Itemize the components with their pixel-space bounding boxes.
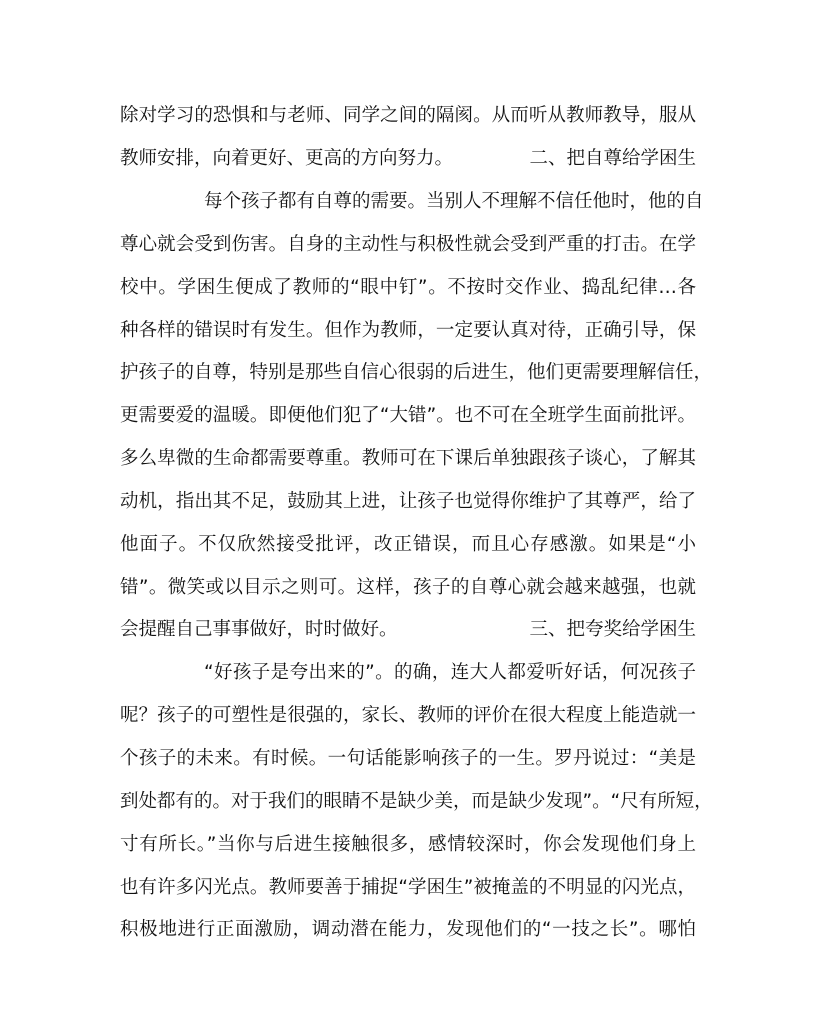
paragraph-line: 护孩子的自尊，特别是那些自信心很弱的后进生，他们更需要理解信任， — [120, 362, 713, 383]
paragraph-line: 个孩子的未来。有时候。一句话能影响孩子的一生。罗丹说过：“美是 — [120, 748, 696, 769]
paragraph-line: 校中。学困生便成了教师的“眼中钉”。不按时交作业、捣乱纪律…各 — [120, 277, 696, 298]
paragraph-line-text: 教师安排，向着更好、更高的方向努力。 — [120, 148, 454, 169]
paragraph-line: 每个孩子都有自尊的需要。当别人不理解不信任他时，他的自 — [204, 191, 704, 212]
section-heading: 二、把自尊给学困生 — [529, 148, 696, 169]
paragraph-line: 呢？孩子的可塑性是很强的，家长、教师的评价在很大程度上能造就一 — [120, 705, 696, 726]
paragraph-line: 动机，指出其不足，鼓励其上进，让孩子也觉得你维护了其尊严，给了 — [120, 491, 696, 512]
paragraph-line — [120, 614, 696, 646]
paragraph-line: 也有许多闪光点。教师要善于捕捉“学困生”被掩盖的不明显的闪光点， — [120, 877, 696, 898]
paragraph-line: 种各样的错误时有发生。但作为教师，一定要认真对待，正确引导，保 — [120, 320, 696, 341]
paragraph-line: 尊心就会受到伤害。自身的主动性与积极性就会受到严重的打击。在学 — [120, 234, 696, 255]
paragraph-line: 更需要爱的温暖。即便他们犯了“大错”。也不可在全班学生面前批评。 — [120, 405, 696, 426]
paragraph-line: “好孩子是夸出来的”。的确，连大人都爱听好话，何况孩子 — [204, 662, 696, 683]
paragraph-line-text: 会提醒自己事事做好，时时做好。 — [120, 619, 398, 640]
paragraph-line: 他面子。不仅欣然接受批评，改正错误，而且心存感激。如果是“小 — [120, 534, 696, 555]
paragraph-line: 寸有所长。”当你与后进生接触很多，感情较深时，你会发现他们身上 — [120, 834, 696, 855]
paragraph-line: 多么卑微的生命都需要尊重。教师可在下课后单独跟孩子谈心，了解其 — [120, 448, 696, 469]
paragraph-line — [120, 143, 696, 175]
paragraph-line: 积极地进行正面激励，调动潜在能力，发现他们的“一技之长”。哪怕 — [120, 919, 696, 940]
paragraph-line: 错”。微笑或以目示之则可。这样，孩子的自尊心就会越来越强，也就 — [120, 577, 696, 598]
paragraph-line: 除对学习的恐惧和与老师、同学之间的隔阂。从而听从教师教导，服从 — [120, 105, 696, 126]
paragraph-line: 到处都有的。对于我们的眼睛不是缺少美，而是缺少发现”。“尺有所短， — [120, 791, 713, 812]
section-heading: 三、把夸奖给学困生 — [529, 619, 696, 640]
